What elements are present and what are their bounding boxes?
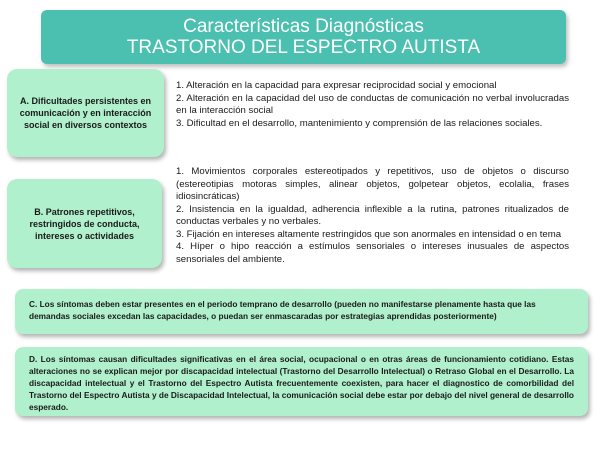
list-item: 2. Insistencia en la igualdad, adherencia inflexible a la rutina, patrones ritualizados de conductas verbales y no verbales. [176,203,569,227]
list-item: 3. Fijación en intereses altamente restringidos que son anormales en intensidad o en tema [176,228,562,240]
list-item: 4. Híper o hipo reacción a estímulos sensoriales o intereses inusuales de aspectos sensoriales del ambiente. [176,241,569,265]
list-item: 3. Dificultad en el desarrollo, mantenimiento y comprensión de las relaciones sociales. [176,117,543,129]
criterion-c-text: C. Los síntomas deben estar presentes en el periodo temprano de desarrollo (pueden no manifestarse plenamente hasta que las demandas sociales excedan las capacidades, o puedan ser enmascaradas por estrategias aprendidas posteriormente) [29,299,536,321]
criterion-a-box [7,69,164,157]
title-line-2: TRASTORNO DEL ESPECTRO AUTISTA [126,36,481,58]
title-line-1: Características Diagnósticas [183,15,424,37]
list-item: 1. Alteración en la capacidad para expresar reciprocidad social y emocional [176,80,497,91]
criterion-d-box [15,347,588,416]
criterion-d-text: D. Los síntomas causan dificultades significativas en el área social, ocupacional o en otras áreas de funcionamiento cotidiano. Estas alteraciones no se explican mejor por discapacidad intelectual (Trastorno del Desarrollo Intelectual) o Retraso Global en el Desarrollo. La discapacidad intelectual y el Trastorno del Espectro Autista frecuentemente coexisten, para hacer el diagnostico de comorbilidad del Trastorno del Espectro Autista y de Discapacidad Intelectual, la comunicación social debe estar por debajo del nivel general de desarrollo esperado. [29,354,574,412]
criterion-b-list [176,166,569,266]
criterion-c-box [15,289,588,334]
criterion-b-label: B. Patrones repetitivos, restringidos de conducta, intereses o actividades [29,206,140,241]
title-banner [41,10,566,64]
criterion-a-label: A. Dificultades persistentes en comunicación y en interacción social en diversos contextos [19,96,152,130]
criterion-b-box [7,179,162,268]
list-item: 1. Movimientos corporales estereotipados y repetitivos, uso de objetos o discurso (estereotipias motoras simples, alinear objetos, golpetear objetos, ecolalia, frases idiosincráticas) [176,166,569,202]
criterion-a-list [176,80,569,130]
list-item: 2. Alteración en la capacidad del uso de conductas de comunicación no verbal involucradas en la interacción social [176,92,569,116]
